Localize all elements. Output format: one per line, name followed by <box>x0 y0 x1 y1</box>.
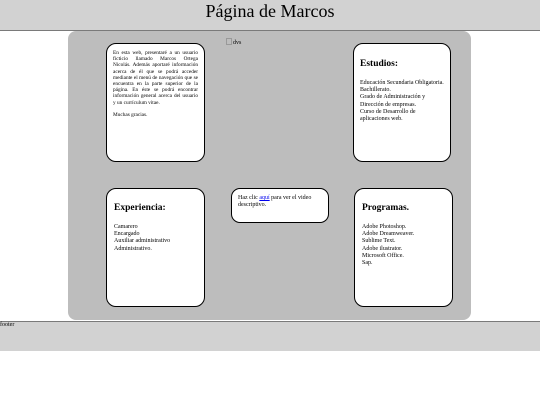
estudios-title: Estudios: <box>360 59 399 69</box>
experiencia-item: Administrativo. <box>114 245 152 252</box>
estudios-item: Curso de Desarrollo de aplicaciones web. <box>360 108 416 123</box>
estudios-list <box>360 80 444 123</box>
estudios-item: Educación Secundaria Obligatoria. <box>360 80 444 86</box>
programas-item: Adobe ilustrator. <box>362 245 403 252</box>
broken-image-icon <box>226 38 232 45</box>
video-text-after: para ver el video descriptivo. <box>238 195 312 208</box>
experiencia-list <box>114 224 197 253</box>
programas-list <box>362 224 445 267</box>
estudios-card <box>353 43 451 162</box>
image-alt-text: dvs <box>233 40 242 46</box>
programas-card <box>354 188 453 307</box>
programas-item: Microsoft Office. <box>362 252 404 259</box>
video-link[interactable]: aquí <box>259 195 270 201</box>
experiencia-item: Auxiliar administrativo <box>114 238 171 245</box>
intro-thanks: Muchas gracias. <box>113 111 148 118</box>
experiencia-item: Encargado <box>114 231 140 238</box>
programas-item: Sublime Text. <box>362 238 396 245</box>
page-title: Página de Marcos <box>205 1 335 21</box>
video-text-before: Haz clic <box>238 195 260 201</box>
programas-title: Programas. <box>362 203 410 213</box>
page-header <box>0 0 540 31</box>
experiencia-item: Camarero <box>114 224 138 230</box>
estudios-item: Bachillerato. <box>360 87 391 94</box>
programas-item: Adobe Dreamweaver. <box>362 231 415 238</box>
experiencia-card <box>106 188 205 307</box>
page-footer <box>0 321 540 351</box>
programas-item: Sap. <box>362 260 373 267</box>
video-card <box>231 188 329 223</box>
intro-card <box>106 43 205 162</box>
experiencia-title: Experiencia: <box>114 203 166 213</box>
broken-image <box>226 38 241 47</box>
intro-paragraph: En esta web, presentaré a un usuario ficticio llamado Marcos Ortega Nicolás. Además aportaré información acerca de él que se podrá acceder mediante el menú de navegación que se encuentra en la parte superior de la página. En éste se podrá encontrar información general acerca del usuario y un currículum vitae. <box>113 50 198 106</box>
estudios-item: Grado de Administración y Dirección de empresas. <box>360 94 426 108</box>
programas-item: Adobe Photoshop. <box>362 224 407 230</box>
footer-text: footer <box>0 322 15 328</box>
